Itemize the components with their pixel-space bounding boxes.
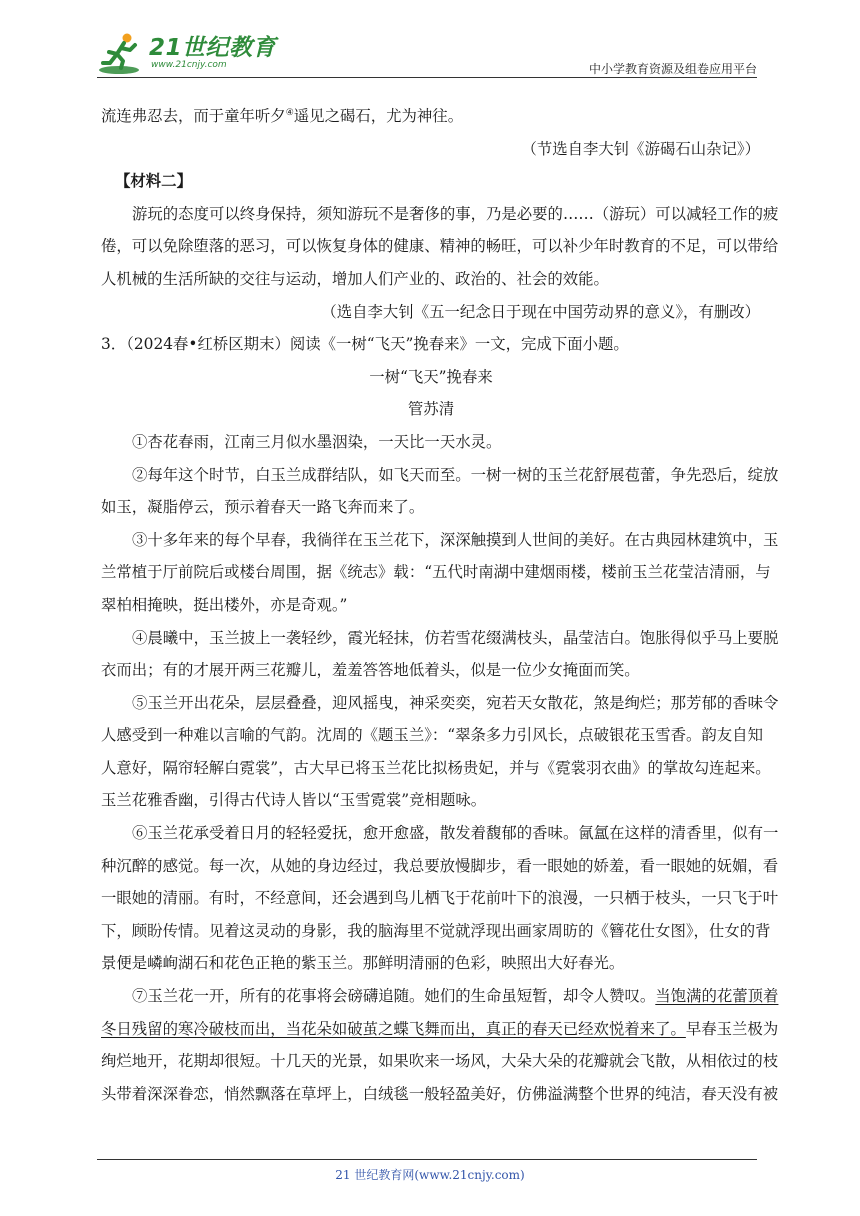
paragraph-line: 头带着深深眷恋，悄然飘落在草坪上，白绒毯一般轻盈美好，仿佛溢满整个世界的纯洁，春天没有被 (101, 1084, 779, 1103)
paragraph-line: ⑦玉兰花一开，所有的花事将会磅礴追随。她们的生命虽短暂，却令人赞叹。当饱满的花蕾顶着 (132, 987, 779, 1006)
logo-url: www.21cnjy.com (151, 60, 227, 70)
paragraph-line: ①杏花春雨，江南三月似水墨洇染，一天比一天水灵。 (132, 432, 502, 451)
footer-divider (97, 1159, 757, 1160)
paragraph-line: ②每年这个时节，白玉兰成群结队，如飞天而至。一树一树的玉兰花舒展苞蕾，争先恐后，绽放 (132, 465, 779, 484)
site-logo (97, 30, 276, 76)
paragraph-line: 如玉，凝脂停云，预示着春天一路飞奔而来了。 (101, 498, 425, 517)
paragraph-line: 衣而出；有的才展开两三花瓣儿，羞羞答答地低着头，似是一位少女掩面而笑。 (101, 661, 640, 680)
question-stem: 3．（2024春•红桥区期末）阅读《一树“飞天”挽春来》一文，完成下面小题。 (101, 335, 629, 354)
text-line: 流连弗忍去，而于童年听夕④遥见之碣石，尤为神往。 (101, 107, 464, 125)
paragraph-line: 绚烂地开，花期却很短。十几天的光景，如果吹来一场风，大朵大朵的花瓣就会飞散，从相依过的枝 (101, 1052, 779, 1071)
paragraph-line: ③十多年来的每个早春，我徜徉在玉兰花下，深深触摸到人世间的美好。在古典园林建筑中，玉 (132, 530, 779, 549)
paragraph-line: 玉兰花雅香幽，引得古代诗人皆以“玉雪霓裳”竞相题咏。 (101, 791, 487, 810)
paragraph-line: 人感受到一种难以言喻的气韵。沈周的《题玉兰》：“翠条多力引风长，点破银花玉雪香。韵友自知 (101, 726, 763, 745)
material-heading: 【材料二】 (115, 172, 192, 191)
text-line: 人机械的生活所缺的交往与运动，增加人们产业的、政治的、社会的效能。 (101, 269, 609, 288)
paragraph-line: 兰常植于厅前院后或楼台周围，据《统志》载：“五代时南湖中建烟雨楼，楼前玉兰花莹洁清丽，与 (101, 563, 771, 582)
footnote-marker: ④ (285, 107, 294, 118)
paragraph-line: ⑤玉兰开出花朵，层层叠叠，迎风摇曳，神采奕奕，宛若天女散花，煞是绚烂；那芳郁的香味令 (132, 693, 779, 712)
page-footer: 21 世纪教育网(www.21cnjy.com) (335, 1168, 525, 1182)
paragraph-line: 下，顾盼传情。见着这灵动的身影，我的脑海里不觉就浮现出画家周昉的《簪花仕女图》，仕女的背 (101, 921, 771, 940)
article-title: 一树“飞天”挽春来 (369, 367, 493, 386)
paragraph-line: 种沉醉的感觉。每一次，从她的身边经过，我总要放慢脚步，看一眼她的娇羞，看一眼她的妩媚，看 (101, 856, 779, 875)
platform-name: 中小学教育资源及组卷应用平台 (588, 62, 757, 76)
paragraph-line: 人意好，隔帘轻解白霓裳”，古大早已将玉兰花比拟杨贵妃，并与《霓裳羽衣曲》的掌故勾连起来。 (101, 758, 771, 777)
source-citation: （选自李大钊《五一纪念日于现在中国劳动界的意义》，有删改） (321, 302, 760, 321)
running-figure-logo-icon (97, 30, 145, 76)
text-line: 游玩的态度可以终身保持，须知游玩不是奢侈的事，乃是必要的……（游玩）可以减轻工作的疲 (132, 204, 779, 223)
logo-title: 21世纪教育 (149, 35, 277, 61)
underlined-sentence: 当饱满的花蕾顶着 (655, 987, 779, 1006)
paragraph-line: ⑥玉兰花承受着日月的轻轻爱抚，愈开愈盛，散发着馥郁的香味。氤氲在这样的清香里，似有一 (132, 824, 779, 843)
paragraph-line: 一眼她的清丽。有时，不经意间，还会遇到鸟儿栖飞于花前叶下的浪漫，一只栖于枝头，一只飞于叶 (101, 889, 779, 908)
underlined-sentence: 冬日残留的寒冷破枝而出，当花朵如破茧之蝶飞舞而出，真正的春天已经欢悦着来了。 (101, 1019, 686, 1038)
paragraph-line: ④晨曦中，玉兰披上一袭轻纱，霞光轻抹，仿若雪花缀满枝头，晶莹洁白。饱胀得似乎马上要脱 (132, 628, 779, 647)
text-line: 倦，可以免除堕落的恶习，可以恢复身体的健康、精神的畅旺，可以补少年时教育的不足，可以带给 (101, 237, 779, 256)
paragraph-line: 冬日残留的寒冷破枝而出，当花朵如破茧之蝶飞舞而出，真正的春天已经欢悦着来了。早春玉兰极为 (101, 1019, 779, 1038)
page-header (97, 30, 757, 78)
header-divider (97, 77, 757, 78)
article-author: 管苏清 (407, 400, 455, 419)
paragraph-line: 景便是嶙峋湖石和花色正艳的紫玉兰。那鲜明清丽的色彩，映照出大好春光。 (101, 954, 625, 973)
document-body (101, 100, 779, 1110)
source-citation: （节选自李大钊《游碣石山杂记》） (521, 139, 760, 158)
paragraph-line: 翠柏相掩映，挺出楼外，亦是奇观。” (101, 595, 348, 614)
